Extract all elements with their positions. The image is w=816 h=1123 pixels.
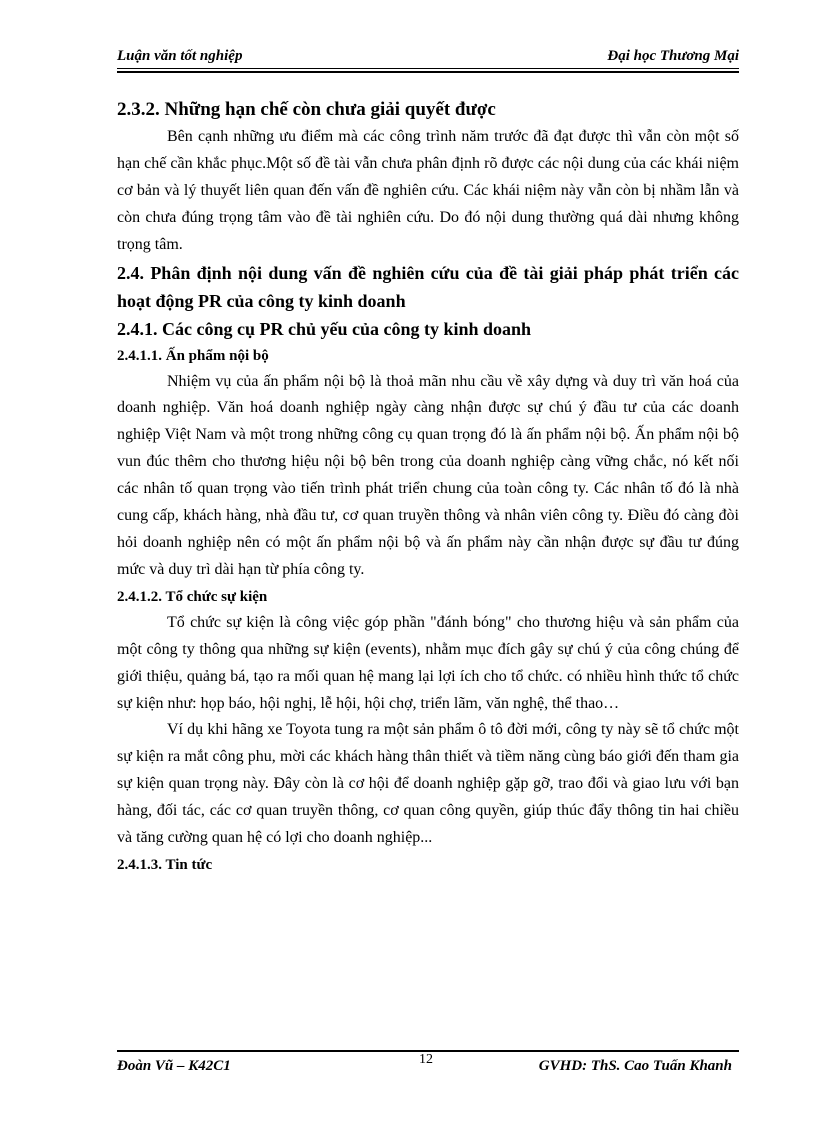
heading-2-4-1-2: 2.4.1.2. Tổ chức sự kiện [117,588,268,605]
paragraph-event-organization: Tổ chức sự kiện là công việc góp phần "đánh bóng" cho thương hiệu và sản phẩm của một công ty thông qua những sự kiện (events), nhằm mục đích gây sự chú ý của công chúng để giới thiệu, quảng bá, tạo ra mối quan hệ mang lại lợi ích cho tổ chức. có nhiều hình thức tổ chức sự kiện như: họp báo, hội nghị, lễ hội, hội chợ, triển lãm, văn nghệ, thể thao… [117,613,739,712]
heading-2-4-1-3: 2.4.1.3. Tin tức [117,856,213,873]
page-footer [117,1050,739,1080]
header-rule-thin [117,68,739,69]
paragraph-limitations: Bên cạnh những ưu điểm mà các công trình năm trước đã đạt được thì vẫn còn một số hạn chế cần khắc phục.Một số đề tài vẫn chưa phân định rõ được các nội dung của các khái niệm cơ bản và lý thuyết liên quan đến vấn đề nghiên cứu. Các khái niệm này vẫn còn bị nhầm lẫn và còn chưa đúng trọng tâm vào đề tài nghiên cứu. Do đó nội dung thường quá dài nhưng không trọng tâm. [117,128,739,253]
footer-supervisor: GVHD: ThS. Cao Tuấn Khanh [538,1058,732,1074]
page-number: 12 [419,1052,433,1067]
paragraph-toyota-example: Ví dụ khi hãng xe Toyota tung ra một sản phẩm ô tô đời mới, công ty này sẽ tổ chức một sự kiện ra mắt công phu, mời các khách hàng thân thiết và tiềm năng cùng báo giới đến tham gia sự kiện quan trọng này. Đây còn là cơ hội để doanh nghiệp gặp gỡ, trao đổi và giao lưu với bạn hàng, đối tác, các cơ quan truyền thông, cơ quan công quyền, giúp thúc đẩy thông tin hai chiều và tăng cường quan hệ có lợi cho doanh nghiệp... [117,721,739,847]
header-rule-thick [117,71,739,73]
footer-author: Đoàn Vũ – K42C1 [117,1058,231,1074]
paragraph-internal-publications: Nhiệm vụ của ấn phẩm nội bộ là thoả mãn nhu cầu về xây dựng và duy trì văn hoá của doanh nghiệp. Văn hoá doanh nghiệp ngày càng nhận được sự chú ý đầu tư của các doanh nghiệp Việt Nam và một trong những công cụ quan trọng đó là ấn phẩm nội bộ. Ấn phẩm nội bộ vun đúc thêm cho thương hiệu nội bộ bên trong của doanh nghiệp càng vững chắc, nó kết nối các nhân tố quan trọng vào tiến trình phát triển chung của toàn công ty. Các nhân tố đó là nhà cung cấp, khách hàng, nhà đầu tư, cơ quan truyền thông và nhân viên công ty. Điều đó càng đòi hỏi doanh nghiệp nên có một ấn phẩm nội bộ và ấn phẩm này cần nhận được sự đầu tư đúng mức và duy trì dài hạn từ phía công ty. [117,372,739,578]
heading-2-4-1: 2.4.1. Các công cụ PR chủ yếu của công ty kinh doanh [117,318,532,339]
heading-2-4-1-1: 2.4.1.1. Ấn phẩm nội bộ [117,347,269,364]
heading-2-3-2: 2.3.2. Những hạn chế còn chưa giải quyết được [117,99,496,120]
page-header [117,44,739,70]
heading-2-4: 2.4. Phân định nội dung vấn đề nghiên cứu của đề tài giải pháp phát triển các hoạt động PR của công ty kinh doanh [117,262,739,311]
header-thesis-label: Luận văn tốt nghiệp [117,48,243,64]
page-body [117,96,739,878]
header-university-label: Đại học Thương Mại [607,48,739,64]
